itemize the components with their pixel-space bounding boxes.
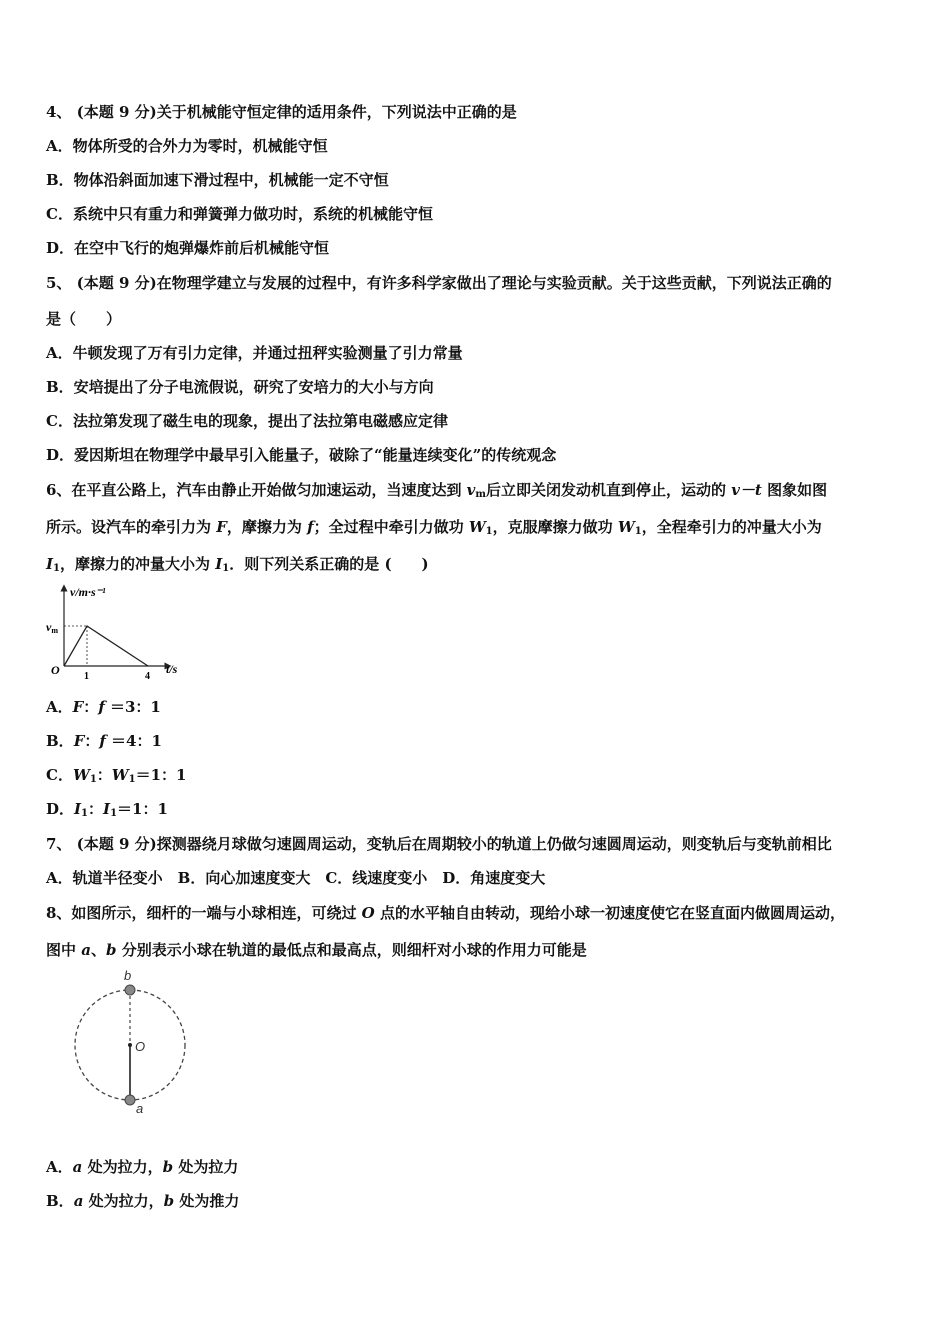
vt-graph [40,582,190,682]
q6-stem-line1: 6、在平直公路上，汽车由静止开始做匀加速运动，当速度达到 $v_m$后立即关闭发动机直到停止，运动的 v－t 图象如图 [46,481,828,500]
q7-stem: 7、 (本题 9 分)探测器绕月球做匀速圆周运动，变轨后在周期较小的轨道上仍做匀速圆周运动，则变轨后与变轨前相比 [46,835,832,853]
pivot-point [128,1043,132,1047]
q6-option-b: B．F：f ＝4：1 [46,732,162,750]
q4-option-d: D．在空中飞行的炮弹爆炸前后机械能守恒 [46,239,330,257]
circle-motion-figure [66,965,196,1115]
ball-top [125,985,135,995]
q6-option-d: D．$I_1$：$I_1=1$：1 [46,800,168,819]
q5-option-d: D．爱因斯坦在物理学中最早引入能量子，破除了“能量连续变化”的传统观念 [46,446,557,464]
q5-option-c: C．法拉第发现了磁生电的现象，提出了法拉第电磁感应定律 [46,412,448,430]
q8-option-b: B．a 处为拉力，b 处为推力 [46,1192,240,1210]
q4-option-b: B．物体沿斜面加速下滑过程中，机械能一定不守恒 [46,171,389,189]
graph-ylabel: v/m·s⁻¹ [70,585,106,599]
q5-stem-line2: 是（ ） [46,310,122,328]
graph-xtick-1: 1 [84,671,89,682]
q4-option-a: A．物体所受的合外力为零时，机械能守恒 [46,137,328,155]
label-b: b [124,968,132,983]
graph-xlabel: t/s [166,662,178,676]
q6-option-a: A．F：f ＝3：1 [46,698,161,716]
q5-stem-line1: 5、 (本题 9 分)在物理学建立与发展的过程中，有许多科学家做出了理论与实验贡献。关于这些贡献，下列说法正确的 [46,274,832,292]
graph-ytick: vm [46,620,58,635]
ball-bottom [125,1095,135,1105]
q5-option-b: B．安培提出了分子电流假说，研究了安培力的大小与方向 [46,378,434,396]
velocity-line [64,626,148,666]
q6-stem-line3: $I_1$，摩擦力的冲量大小为 $I_1$．则下列关系正确的是 ( ) [46,555,429,574]
graph-origin: O [51,663,60,677]
q5-option-a: A．牛顿发现了万有引力定律，并通过扭秤实验测量了引力常量 [46,344,463,362]
q6-option-c: C．$W_1$：$W_1=1$：1 [46,766,187,785]
q8-option-a: A．a 处为拉力，b 处为拉力 [46,1158,239,1176]
q7-options: A．轨道半径变小 B．向心加速度变大 C．线速度变小 D．角速度变大 [46,869,546,887]
q6-stem-line2: 所示。设汽车的牵引力为 F，摩擦力为 f；全过程中牵引力做功 $W_1$，克服摩擦力做功 $W_1$，全程牵引力的冲量大小为 [46,518,822,537]
label-o: O [135,1039,146,1054]
q8-stem-line2: 图中 a、b 分别表示小球在轨道的最低点和最高点，则细杆对小球的作用力可能是 [46,941,587,959]
q8-stem-line1: 8、如图所示，细杆的一端与小球相连，可绕过 O 点的水平轴自由转动，现给小球一初速度使它在竖直面内做圆周运动， [46,904,845,922]
q4-option-c: C．系统中只有重力和弹簧弹力做功时，系统的机械能守恒 [46,205,433,223]
label-a: a [136,1101,144,1115]
q4-stem: 4、 (本题 9 分)关于机械能守恒定律的适用条件，下列说法中正确的是 [46,103,517,121]
graph-xtick-4: 4 [145,671,150,682]
